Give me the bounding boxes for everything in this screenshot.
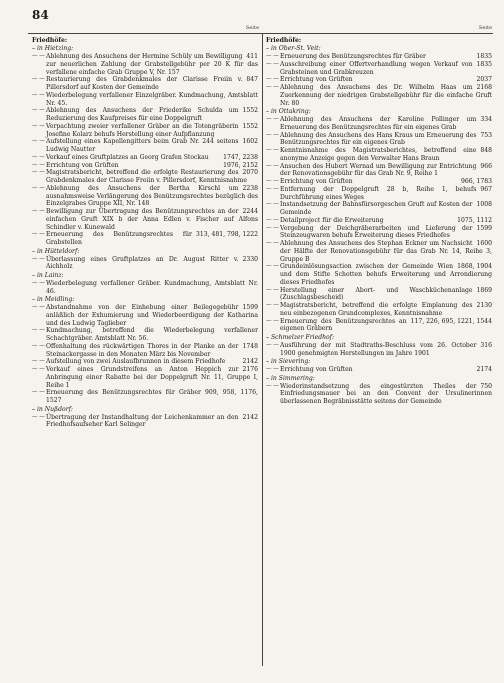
ditto-dash: — — — [32, 53, 45, 59]
page-reference: 1976, 2152 — [219, 162, 258, 170]
page-number: 84 — [32, 8, 49, 22]
ditto-dash: — — — [266, 53, 279, 59]
ditto-dash: — — — [266, 116, 279, 122]
entry-text: Erneuerung des Benützungsrechtes für Grabstellen — [46, 231, 192, 246]
column-divider — [262, 33, 263, 666]
location-heading: – in Nußdorf: — [32, 405, 73, 413]
entry-text: Verkauf eines Grundstreifens an Anton Heppich zur Anbringung einer Rabatte bei der Doppelgruft Nr. 11, Gruppe I, Reihe 1 — [46, 366, 258, 389]
ditto-dash: — — — [266, 286, 279, 293]
entry-text: Instandsetzung der Bahnsfürsorgeschen Gruft auf Kosten der Gemeinde — [280, 201, 473, 216]
location-heading: – in Hütteldorf: — [32, 247, 80, 255]
ditto-dash: — — — [32, 153, 45, 160]
index-entry — [266, 225, 492, 241]
entry-text: Detailproject für die Erweiterung — [280, 216, 384, 224]
page-reference: 1835 — [472, 53, 492, 61]
page-reference: 1869 — [472, 287, 492, 295]
entry-text: Magistratsbericht, betreffend die erfolgte Einplanung des neu einbezogenen Grundcomplexes, Kenntnisnahme — [280, 302, 473, 317]
page-reference: 313, 481, 798, 1222 — [192, 231, 258, 239]
page-reference: 966 — [476, 163, 492, 171]
ditto-dash: — — — [266, 317, 279, 324]
entry-text: Ablehnung des Ansuchens des Stephan Eckner um Nachsicht der Hälfte der Renovationsgebühr für das Grab Nr. 14, Reihe 3, Gruppe B — [280, 240, 492, 263]
ditto-dash: — — — [266, 178, 279, 184]
section-heading: Friedhöfe: — [32, 36, 68, 44]
index-entry — [266, 76, 492, 84]
index-entry — [32, 366, 258, 389]
ditto-dash: — — — [32, 304, 45, 310]
ditto-dash: — — — [266, 382, 279, 389]
ditto-dash: — — — [32, 184, 45, 191]
entry-text: Ablehnung des Ansuchens des Dr. Wilhelm Haas um Zuerkennung der niedrigen Grabstellgebühr für die einfache Gruft Nr. 80 — [280, 84, 492, 107]
page-reference: 1602 — [238, 138, 258, 146]
page-reference: 2238 — [238, 185, 258, 193]
index-entry — [32, 162, 258, 170]
page-reference: 848 — [476, 147, 492, 155]
page-reference: 967 — [476, 186, 492, 194]
index-entry — [32, 123, 258, 139]
entry-text: Verpachtung zweier verfallener Gräber an die Totengräberin Josefine Kolarz behufs Herstellung einer Aufpflanzung — [46, 122, 239, 138]
page-reference: 847 — [242, 76, 258, 84]
index-entry — [266, 263, 492, 286]
page-reference: 1748 — [238, 343, 258, 351]
ditto-dash: — — — [32, 231, 45, 238]
column-header-left: Seite — [246, 26, 260, 31]
ditto-dash: — — — [266, 84, 279, 90]
entry-text: Ausschreibung einer Offertverhandlung wegen Verkauf von Grabsteinen und Grabkreuzen — [280, 60, 473, 76]
location-heading: – in Ottakring: — [266, 108, 311, 116]
page-reference: 2330 — [238, 256, 258, 264]
index-entry — [266, 132, 492, 148]
index-entry — [266, 186, 492, 202]
entry-text: Verkauf eines Gruftplatzes an Georg Grafen Stockau — [46, 153, 209, 161]
top-rule — [28, 33, 493, 34]
ditto-dash: — — — [266, 341, 279, 348]
index-entry — [32, 389, 258, 405]
ditto-dash: — — — [266, 216, 279, 223]
entry-text: Abstandnahme von der Einhebung einer Beilegegebühr anläßlich der Exhumierung und Wiederbeerdigung der Katharina und des Ludwig Taglieber — [46, 304, 258, 327]
index-entry — [266, 366, 492, 374]
entry-text: Herstellung einer Abort- und Waschküchenanlage (Zuschlagsbescheid) — [280, 286, 473, 302]
entry-text: Aufstellung eines Kapellengitters beim Grab Nr. 244 seitens Ludwig Nautter — [46, 138, 239, 153]
index-entry — [266, 287, 492, 303]
page-reference: 966, 1783 — [457, 178, 492, 186]
index-entry — [266, 84, 492, 107]
ditto-dash: — — — [266, 224, 279, 231]
ditto-dash: — — — [32, 279, 45, 286]
page-reference: 1552 — [238, 123, 258, 131]
page-reference: 2130 — [472, 302, 492, 310]
ditto-dash: — — — [266, 76, 279, 83]
page-reference: 750 — [476, 383, 492, 391]
location-heading: – in Lainz: — [32, 272, 64, 279]
entry-text: Aufstellung von zwei Auslaufbrunnen in diesem Friedhofe — [46, 358, 226, 366]
page-reference: 1552 — [238, 107, 258, 115]
index-entry — [266, 383, 492, 406]
page-reference: 753 — [476, 132, 492, 140]
ditto-dash: — — — [32, 342, 45, 349]
entry-text: Bewilligung zur Übertragung des Benützungsrechtes an der einfachen Gruft XIX b der Anna Edlen v. Fischer auf Alfons Schindler v. Kunewald — [46, 208, 258, 231]
ditto-dash: — — — [32, 413, 45, 420]
index-entry — [266, 302, 492, 318]
index-entry — [266, 217, 492, 225]
index-entry — [32, 358, 258, 366]
section-heading: Friedhöfe: — [266, 36, 302, 44]
entry-text: Restaurierung des Grabdenkmales der Clarisse Freiin v. Pillersdorf auf Kosten der Gemeinde — [46, 76, 243, 91]
page-reference: 316 — [476, 342, 492, 350]
page-reference: 2174 — [472, 366, 492, 374]
index-entry — [32, 256, 258, 272]
ditto-dash: — — — [266, 185, 279, 192]
ditto-dash: — — — [266, 263, 279, 270]
index-entry — [266, 240, 492, 263]
index-entry — [32, 53, 258, 76]
index-entry — [266, 53, 492, 61]
entry-text: Offenhaltung des rückwärtigen Thores in der Planke an der Steinackergasse in den Monaten März bis November — [46, 342, 239, 358]
ditto-dash: — — — [32, 169, 45, 176]
page-reference: 117, 226, 695, 1221, 1544 — [407, 318, 492, 326]
location-heading: – in Simmering: — [266, 374, 315, 382]
index-entry — [32, 185, 258, 208]
index-entry — [32, 414, 258, 430]
ditto-dash: — — — [32, 107, 45, 114]
index-entry — [32, 280, 258, 296]
page-reference: 2142 — [238, 414, 258, 422]
index-entry — [266, 147, 492, 163]
entry-text: Wiederbelegung verfallener Gräber. Kundmachung, Amtsblatt Nr. 46. — [46, 279, 258, 295]
entry-text: Erneuerung des Benützungsrechtes für Gräber — [280, 53, 426, 60]
ditto-dash: — — — [32, 255, 45, 262]
ditto-dash: — — — [266, 162, 279, 169]
index-entry — [32, 169, 258, 185]
index-entry — [32, 107, 258, 123]
page-reference: 411 — [242, 53, 258, 61]
entry-text: Ausführung der mit Stadtraths-Beschluss vom 26. October 1900 genehmigten Herstellungen im Jahre 1901 — [280, 341, 477, 357]
ditto-dash: — — — [32, 76, 45, 83]
column-header-right: Seite — [479, 26, 493, 31]
ditto-dash: — — — [32, 358, 45, 365]
index-entry — [32, 154, 258, 162]
ditto-dash: — — — [32, 138, 45, 145]
page-reference: 334 — [476, 116, 492, 124]
entry-text: Ablehnung des Ansuchens der Friederike Schulda um Reduzierung des Kaufpreises für eine Doppelgruft — [46, 107, 239, 122]
ditto-dash: — — — [32, 389, 45, 396]
ditto-dash: — — — [266, 201, 279, 208]
page-reference: 1008 — [472, 201, 492, 209]
entry-text: Erneuerung des Benützungsrechtes an eigenen Gräbern — [280, 317, 407, 333]
location-heading: – in Ober-St. Veit: — [266, 45, 321, 53]
index-entry — [32, 231, 258, 247]
page-reference: 1835 — [472, 61, 492, 69]
index-entry — [266, 342, 492, 358]
page-reference: 2244 — [238, 208, 258, 216]
entry-text: Magistratsbericht, betreffend die erfolgte Restaurierung des Grabdenkmales der Clarisse Freiin v. Pillersdorf, Kenntnisnahme — [46, 169, 247, 184]
ditto-dash: — — — [32, 91, 45, 98]
page-reference: 1868, 1904 — [453, 263, 492, 271]
entry-text: Wiederbelegung verfallener Einzelgräber. Kundmachung, Amtsblatt Nr. 45. — [46, 91, 258, 107]
entry-text: Ablehnung des Ansuchens der Hermine Schüly um Bewilligung zur neuerlichen Zahlung der Grabstellgebühr per 20 K für das verfallene einfache Grab Gruppe V, Nr. 157 — [46, 53, 258, 76]
entry-text: Grundeinlösungsaction zwischen der Gemeinde Wien und dem Stifte Schotten behufs Erweiterung und Arrondierung dieses Friedhofes — [280, 263, 492, 286]
index-entry — [32, 304, 258, 327]
index-entry — [266, 178, 492, 186]
index-entry — [266, 163, 492, 179]
index-entry — [32, 208, 258, 231]
entry-text: Übertragung der Instandhaltung der Leichenkammer an den Friedhofsaufseher Karl Selinger — [46, 413, 239, 429]
ditto-dash: — — — [32, 366, 45, 372]
entry-text: Errichtung von Grüften — [280, 76, 353, 84]
ditto-dash: — — — [32, 161, 45, 168]
entry-text: Wiederinstandsetzung des eingestürzten Theiles der Einfriedungsmauer bei an den Convent der Ursulinerinnen überlassenen Begräbnisstätte seitens der Gemeinde — [280, 382, 492, 405]
entry-text: Ablehnung des Ansuchens der Karoline Pollinger um Erneuerung des Benützungsrechtes für ein eigenes Grab — [280, 116, 477, 131]
ditto-dash: — — — [266, 60, 279, 67]
entry-text: Kundmachung, betreffend die Wiederbelegung verfallener Schachtgräber. Amtsblatt Nr. 56. — [46, 327, 258, 342]
ditto-dash: — — — [32, 208, 45, 214]
entry-text: Entfernung der Doppelgruft 28 b, Reihe 1, behufs Durchführung eines Weges — [280, 185, 477, 201]
location-heading: – in Hietzing: — [32, 45, 74, 53]
index-entry — [266, 201, 492, 217]
entry-text: Vergebung der Deichgräberarbeiten und Lieferung der Steinzeugwaren behufs Erweiterung dieses Friedhofes — [280, 224, 473, 240]
page-reference: 2037 — [472, 76, 492, 84]
ditto-dash: — — — [266, 366, 279, 372]
location-heading: – in Meidling: — [32, 296, 75, 304]
entry-text: Errichtung von Grüften — [280, 178, 353, 185]
entry-text: Erneuerung des Benützungsrechtes für Gräber 909, 958, 1176, 1527 — [46, 389, 258, 404]
ditto-dash: — — — [266, 240, 279, 246]
entry-text: Errichtung von Grüften — [280, 366, 353, 373]
left-column — [32, 36, 258, 429]
right-column — [266, 36, 492, 406]
location-heading: – Schmelzer Friedhof: — [266, 334, 334, 341]
page-reference: 2176 — [238, 366, 258, 374]
page-reference: 1075, 1112 — [453, 217, 492, 225]
ditto-dash: — — — [266, 131, 279, 138]
ditto-dash: — — — [32, 122, 45, 129]
page-reference: 1599 — [472, 225, 492, 233]
index-entry — [266, 318, 492, 334]
page-reference: 2070 — [238, 169, 258, 177]
index-entry — [32, 327, 258, 343]
page-reference: 1747, 2238 — [219, 154, 258, 162]
index-entry — [266, 61, 492, 77]
page-reference: 2168 — [472, 84, 492, 92]
entry-text: Ablehnung des Ansuchens des Hans Kraus um Erneuerung des Benützungsrechtes für ein eigenes Grab — [280, 131, 477, 147]
entry-text: Überlassung eines Gruftplatzes an Dr. August Ritter v. Aichholz — [46, 255, 239, 271]
page-reference: 1600 — [472, 240, 492, 248]
ditto-dash: — — — [32, 327, 45, 334]
index-entry — [32, 76, 258, 92]
entry-text: Ansuchen des Hubert Wernad um Bewilligung zur Entrichtung der Renovationsgebühr für das Grab Nr. 9, Reihe 1 — [280, 162, 477, 178]
index-entry — [32, 92, 258, 108]
ditto-dash: — — — [266, 147, 279, 153]
index-entry — [32, 138, 258, 154]
entry-text: Kenntnisnahme des Magistratsberichtes, betreffend eine anonyme Anzeige gegen den Verwalter Hans Braun — [280, 147, 477, 162]
ditto-dash: — — — [266, 302, 279, 308]
index-entry — [32, 343, 258, 359]
page-reference: 2142 — [238, 358, 258, 366]
entry-text: Errichtung von Grüften — [46, 161, 119, 169]
index-entry — [266, 116, 492, 132]
entry-text: Ablehnung des Ansuchens der Bertha Kirschl um ausnahmsweise Verlängerung des Benützungsrechtes bezüglich des Einzelgrabes Gruppe XII, Nr. 148 — [46, 184, 258, 208]
page-reference: 1599 — [238, 304, 258, 312]
location-heading: – in Sievering: — [266, 358, 311, 366]
